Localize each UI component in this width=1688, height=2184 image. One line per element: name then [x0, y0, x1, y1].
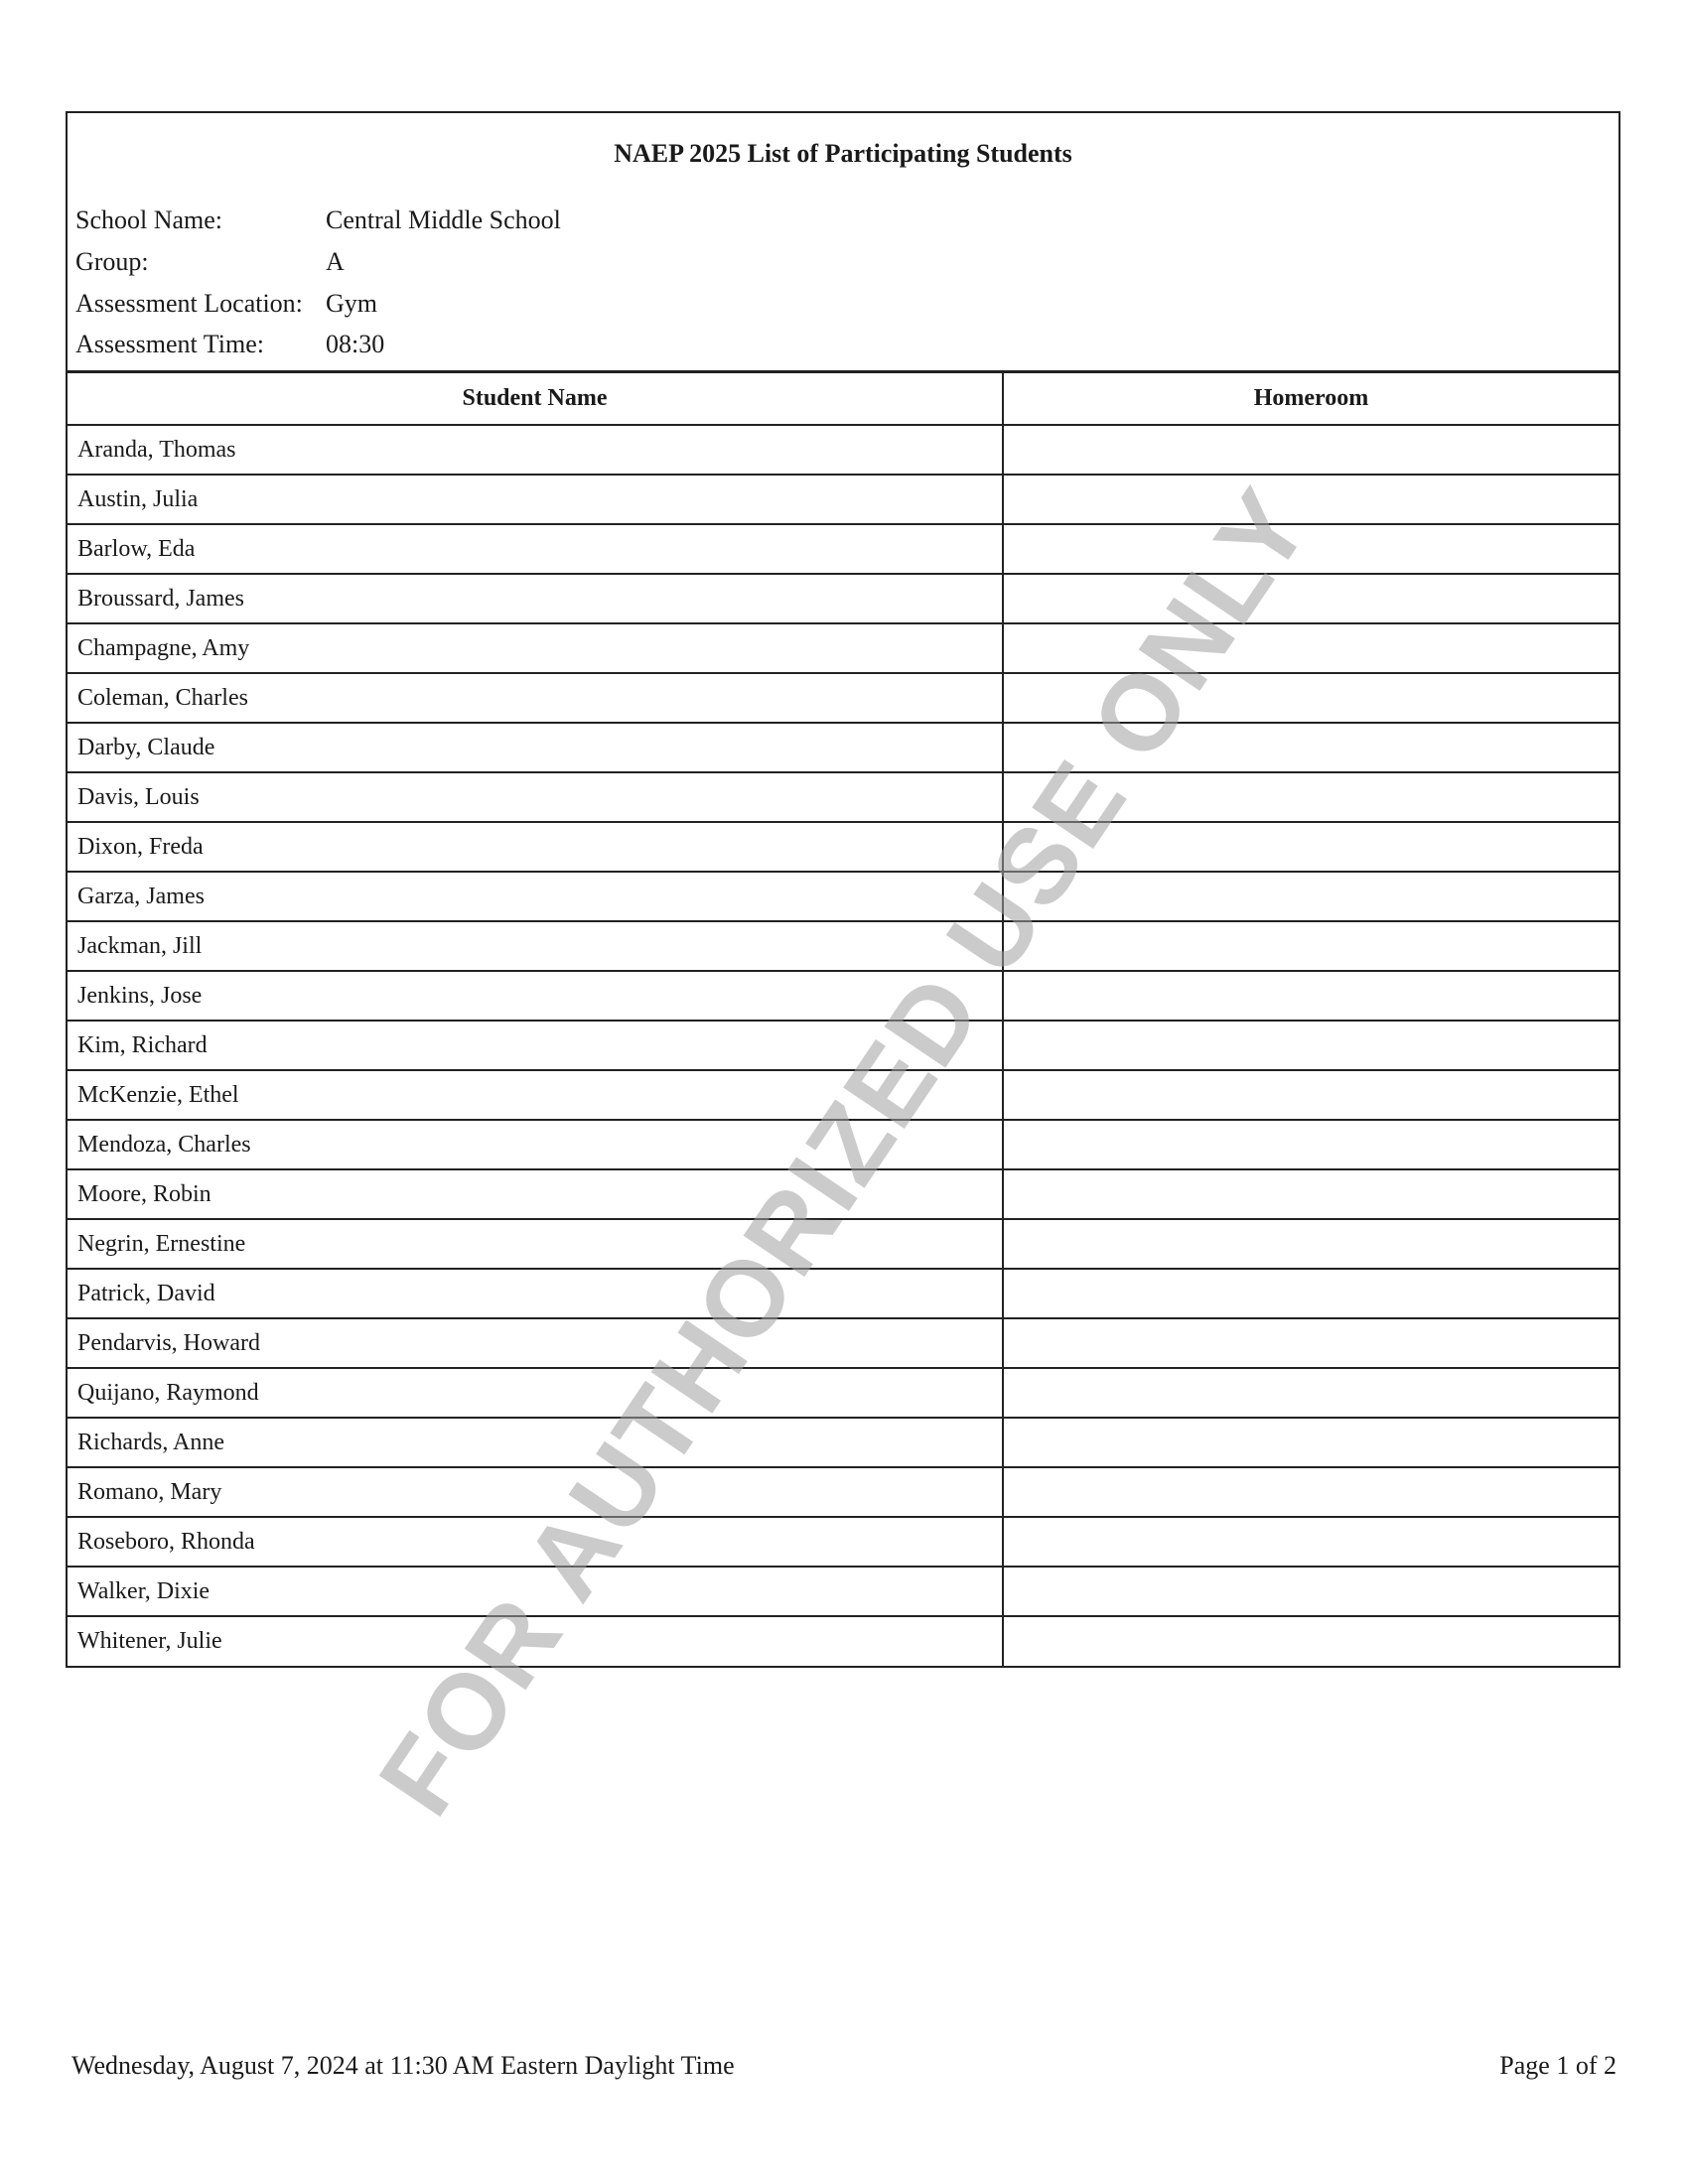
student-name-cell: Darby, Claude	[68, 723, 1003, 772]
student-name-cell: Jenkins, Jose	[68, 971, 1003, 1021]
homeroom-cell	[1003, 1418, 1618, 1467]
table-row	[68, 1169, 1618, 1219]
homeroom-cell	[1003, 872, 1618, 921]
meta-assessment-time	[75, 325, 384, 364]
meta-value: 08:30	[326, 330, 385, 358]
student-name-cell: Austin, Julia	[68, 475, 1003, 524]
homeroom-cell	[1003, 425, 1618, 475]
homeroom-cell	[1003, 1169, 1618, 1219]
student-name-cell: Garza, James	[68, 872, 1003, 921]
student-name-cell: Aranda, Thomas	[68, 425, 1003, 475]
table-row	[68, 1567, 1618, 1616]
footer-timestamp: Wednesday, August 7, 2024 at 11:30 AM Eastern Daylight Time	[71, 2051, 735, 2080]
student-name-cell: Barlow, Eda	[68, 524, 1003, 574]
homeroom-cell	[1003, 1120, 1618, 1169]
student-name-cell: Whitener, Julie	[68, 1616, 1003, 1666]
student-name-cell: Patrick, David	[68, 1269, 1003, 1318]
table-row	[68, 971, 1618, 1021]
meta-value: Gym	[326, 289, 377, 318]
student-name-cell: Davis, Louis	[68, 772, 1003, 822]
meta-assessment-location	[75, 284, 377, 324]
student-name-cell: Moore, Robin	[68, 1169, 1003, 1219]
student-table	[68, 373, 1618, 1666]
table-row	[68, 475, 1618, 524]
table-row	[68, 425, 1618, 475]
homeroom-cell	[1003, 524, 1618, 574]
homeroom-cell	[1003, 822, 1618, 872]
homeroom-cell	[1003, 475, 1618, 524]
table-row	[68, 1517, 1618, 1567]
meta-label: Assessment Time:	[75, 330, 264, 358]
table-row	[68, 1021, 1618, 1070]
homeroom-cell	[1003, 1368, 1618, 1418]
student-name-cell: Jackman, Jill	[68, 921, 1003, 971]
column-header-student-name: Student Name	[68, 373, 1003, 425]
table-header-row	[68, 373, 1618, 425]
table-row	[68, 1219, 1618, 1269]
footer-page-number: Page 1 of 2	[1499, 2051, 1617, 2080]
homeroom-cell	[1003, 723, 1618, 772]
homeroom-cell	[1003, 1021, 1618, 1070]
homeroom-cell	[1003, 1517, 1618, 1567]
homeroom-cell	[1003, 772, 1618, 822]
table-row	[68, 1120, 1618, 1169]
meta-label: Assessment Location:	[75, 289, 303, 318]
report-header	[68, 113, 1618, 373]
homeroom-cell	[1003, 921, 1618, 971]
student-name-cell: Coleman, Charles	[68, 673, 1003, 723]
table-row	[68, 723, 1618, 772]
table-row	[68, 872, 1618, 921]
table-row	[68, 1368, 1618, 1418]
student-name-cell: Kim, Richard	[68, 1021, 1003, 1070]
watermark: FOR AUTHORIZED USE ONLY	[355, 468, 1333, 1836]
table-row	[68, 574, 1618, 623]
homeroom-cell	[1003, 1219, 1618, 1269]
student-name-cell: Broussard, James	[68, 574, 1003, 623]
student-name-cell: Roseboro, Rhonda	[68, 1517, 1003, 1567]
table-row	[68, 1318, 1618, 1368]
meta-group	[75, 242, 345, 282]
student-name-cell: Quijano, Raymond	[68, 1368, 1003, 1418]
table-row	[68, 772, 1618, 822]
table-row	[68, 1070, 1618, 1120]
student-name-cell: Champagne, Amy	[68, 623, 1003, 673]
student-name-cell: Dixon, Freda	[68, 822, 1003, 872]
student-name-cell: Pendarvis, Howard	[68, 1318, 1003, 1368]
table-row	[68, 1269, 1618, 1318]
student-name-cell: Mendoza, Charles	[68, 1120, 1003, 1169]
table-row	[68, 921, 1618, 971]
homeroom-cell	[1003, 1318, 1618, 1368]
meta-value: Central Middle School	[326, 205, 561, 234]
table-row	[68, 1616, 1618, 1666]
student-name-cell: Romano, Mary	[68, 1467, 1003, 1517]
table-row	[68, 1418, 1618, 1467]
homeroom-cell	[1003, 1467, 1618, 1517]
homeroom-cell	[1003, 1616, 1618, 1666]
homeroom-cell	[1003, 623, 1618, 673]
homeroom-cell	[1003, 1269, 1618, 1318]
meta-value: A	[326, 247, 345, 276]
meta-label: Group:	[75, 247, 149, 276]
column-header-homeroom: Homeroom	[1003, 373, 1618, 425]
homeroom-cell	[1003, 673, 1618, 723]
student-name-cell: Walker, Dixie	[68, 1567, 1003, 1616]
report-title: NAEP 2025 List of Participating Students	[614, 139, 1072, 168]
meta-label: School Name:	[75, 205, 223, 234]
student-name-cell: Richards, Anne	[68, 1418, 1003, 1467]
table-row	[68, 1467, 1618, 1517]
homeroom-cell	[1003, 574, 1618, 623]
table-row	[68, 623, 1618, 673]
homeroom-cell	[1003, 1070, 1618, 1120]
table-body	[68, 425, 1618, 1666]
table-row	[68, 822, 1618, 872]
report-box	[66, 111, 1620, 1668]
homeroom-cell	[1003, 971, 1618, 1021]
table-row	[68, 524, 1618, 574]
student-name-cell: Negrin, Ernestine	[68, 1219, 1003, 1269]
homeroom-cell	[1003, 1567, 1618, 1616]
table-row	[68, 673, 1618, 723]
meta-school-name	[75, 201, 561, 240]
student-name-cell: McKenzie, Ethel	[68, 1070, 1003, 1120]
